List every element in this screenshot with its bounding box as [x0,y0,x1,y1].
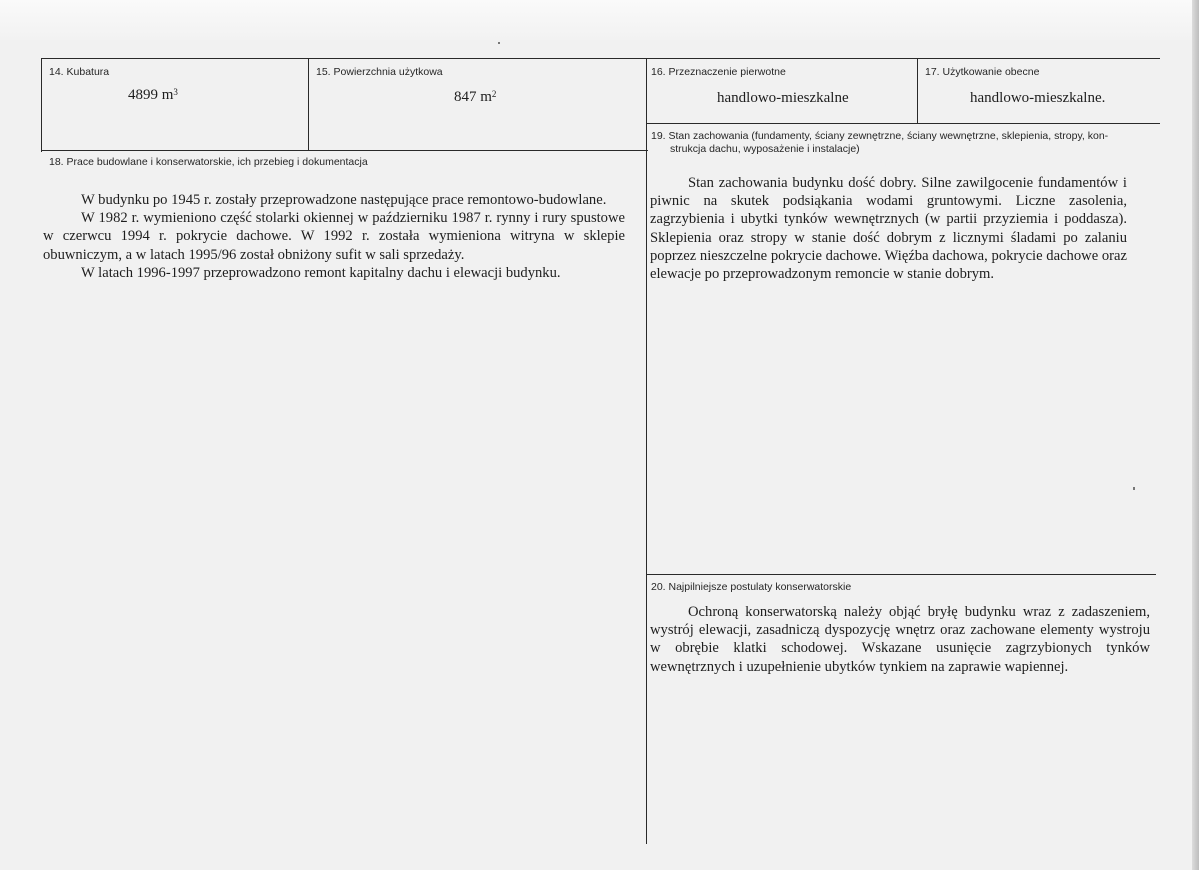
field-19-label-line: 19. Stan zachowania (fundamenty, ściany zewnętrzne, ściany wewnętrzne, sklepienia, stropy, kon- [651,130,1109,142]
paper-right-edge [1192,0,1199,870]
rule-16-17 [917,58,918,124]
rule-above-18 [42,150,648,151]
field-14-label: 14. Kubatura [49,66,110,78]
field-18-paragraph: W 1982 r. wymieniono część stolarki okiennej w październiku 1987 r. rynny i rury spustowe w czerwcu 1994 r. pokrycie dachowe. W 1992 r. została wymieniona witryna w sklepie obuwniczym, a w latach 1995/96 został obniżony sufit w sali sprzedaży. [43,210,625,263]
field-20-text [650,603,1150,676]
rule-center [646,58,647,844]
field-18-text [43,191,625,282]
field-18-paragraph: W budynku po 1945 r. zostały przeprowadzone następujące prace remontowo-budowlane. [81,192,607,208]
field-15-unit-exponent: 2 [491,89,497,99]
rule-above-20 [647,574,1156,575]
field-17-value: handlowo-mieszkalne. [970,90,1106,106]
scan-speck [498,42,500,44]
field-20-paragraph: Ochroną konserwatorską należy objąć bryłę budynku wraz z zadaszeniem, wystrój elewacji, zasadniczą dyspozycję wnętrz oraz zachowane elementy wystroju w obrębie klatki schodowej. Wskazane usunięcie zagrzybionych tynków wewnętrznych i uzupełnienie ubytków tynkiem na zaprawie wapiennej. [650,604,1150,675]
rule-14-15 [308,58,309,151]
scan-speck [1133,487,1135,490]
field-16-value: handlowo-mieszkalne [717,90,849,106]
field-15-value: 847 $m^2$ [454,89,497,105]
field-15-label: 15. Powierzchnia użytkowa [316,66,443,78]
field-14-value: 4899 $m^3$ [128,87,178,103]
field-16-label: 16. Przeznaczenie pierwotne [651,66,786,78]
paper-top-band [0,0,1199,40]
field-19-paragraph: Stan zachowania budynku dość dobry. Silne zawilgocenie fundamentów i piwnic na skutek podsiąkania wodami gruntowymi. Liczne zasolenia, zagrzybienia i ubytki tynków wewnętrznych (w partii przyziemia i poddasza). Sklepienia oraz stropy w stanie dość dobrym z licznymi śladami po zalaniu poprzez nieszczelne pokrycie dachowe. Więźba dachowa, pokrycie dachowe oraz elewacje po przeprowadzonym remoncie w stanie dobrym. [650,175,1127,283]
field-18-paragraph: W latach 1996-1997 przeprowadzono remont kapitalny dachu i elewacji budynku. [81,264,561,281]
rule-left [41,58,42,152]
rule-top [42,58,1160,59]
rule-under-16-17 [647,123,1160,124]
field-14-unit-exponent: 3 [173,87,178,97]
field-19-text [650,174,1127,283]
field-19-label [651,130,1151,156]
field-20-label: 20. Najpilniejsze postulaty konserwatorskie [651,581,852,593]
field-19-label-line: strukcja dachu, wyposażenie i instalacje) [670,143,860,155]
field-18-label: 18. Prace budowlane i konserwatorskie, ich przebieg i dokumentacja [49,156,368,168]
field-17-label: 17. Użytkowanie obecne [925,66,1040,78]
